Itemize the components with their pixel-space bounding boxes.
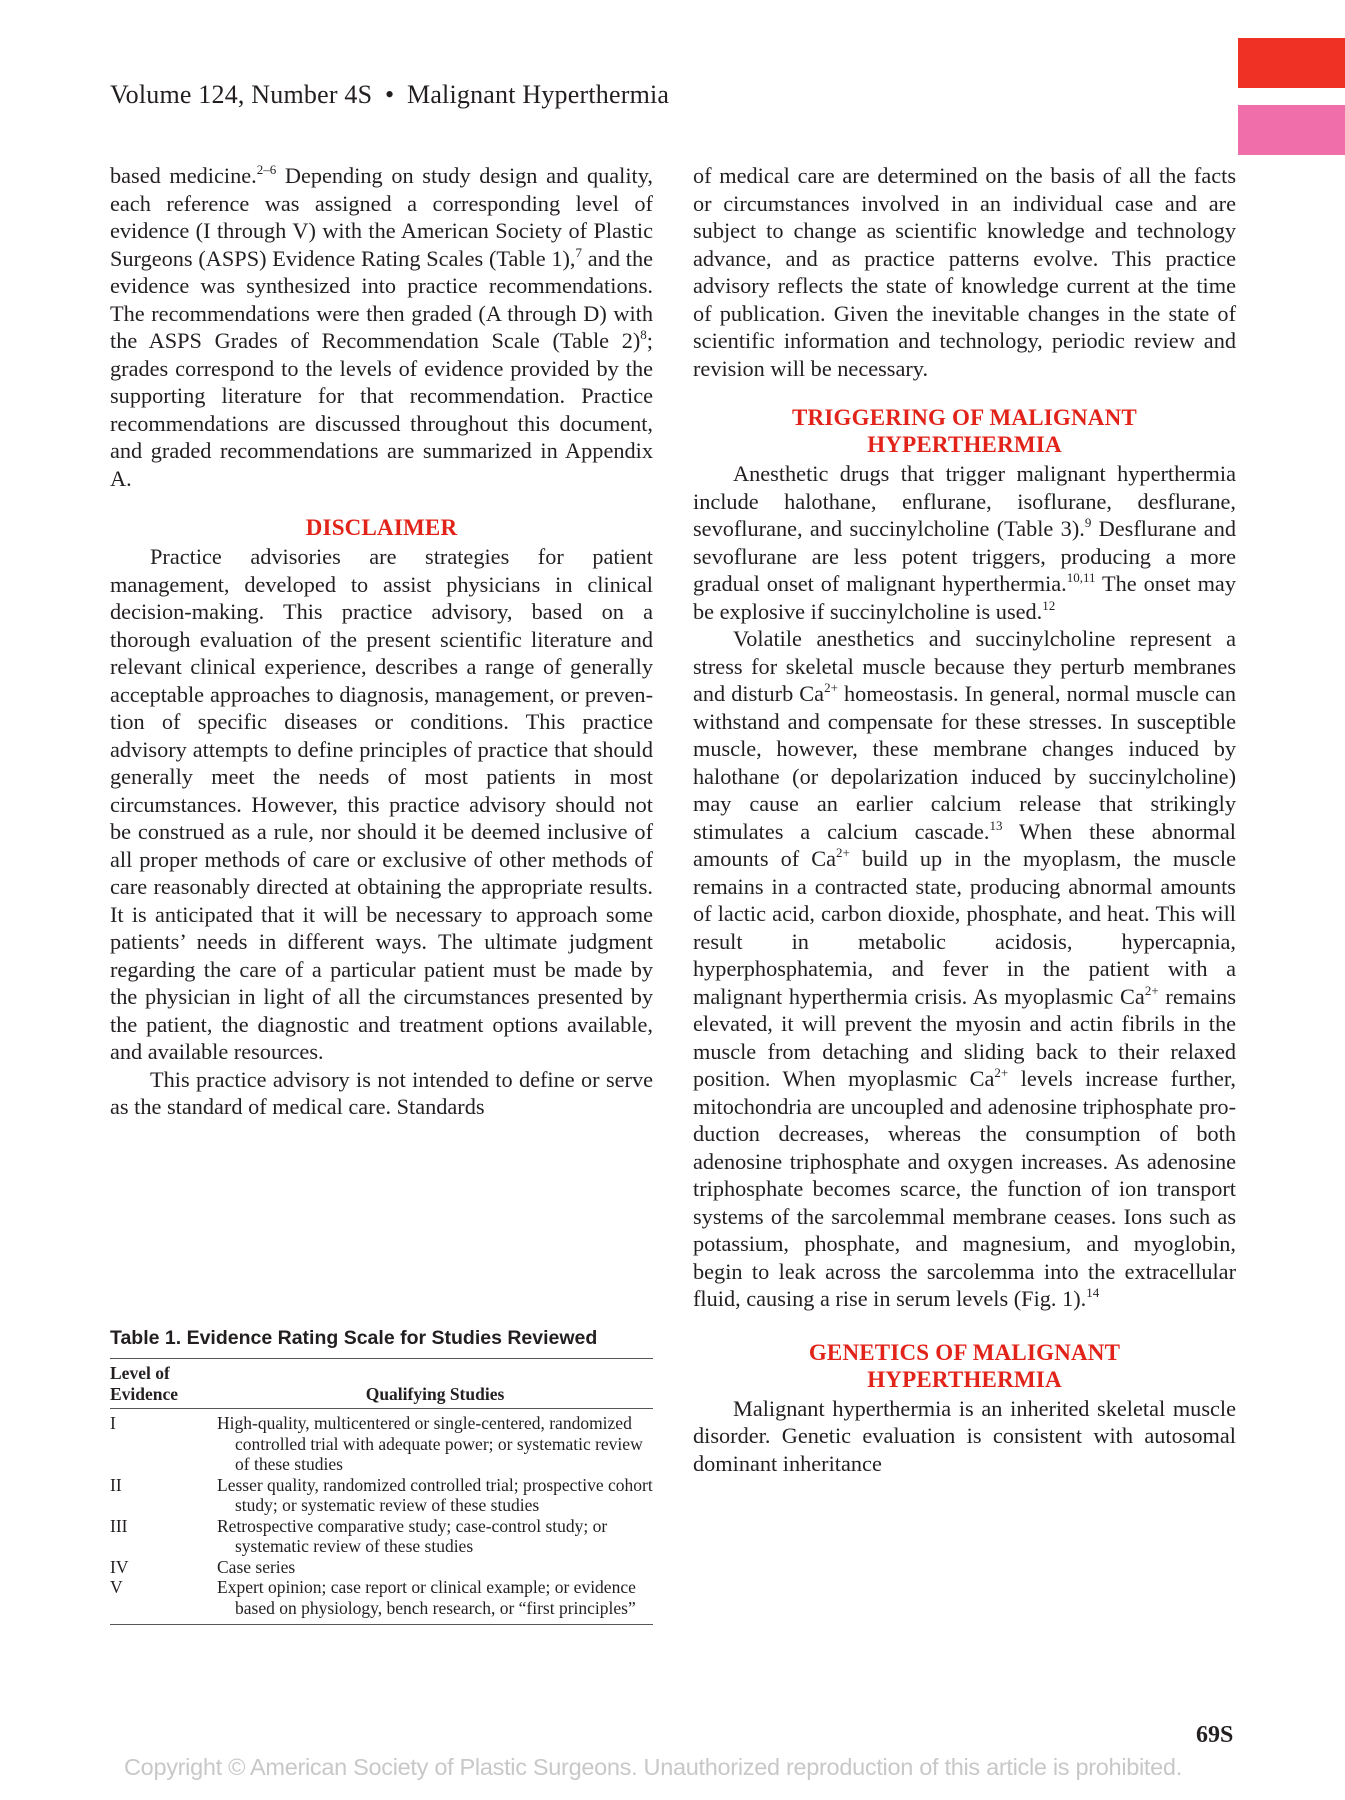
ion-charge: 2+ bbox=[836, 845, 850, 860]
right-column bbox=[693, 162, 1236, 1477]
section-tab-pink bbox=[1238, 105, 1345, 155]
ion-charge: 2+ bbox=[1144, 982, 1159, 998]
section-heading-genetics: GENETICS OF MALIGNANT HYPERTHERMIA bbox=[808, 1339, 1121, 1392]
table-header-row bbox=[110, 1359, 653, 1409]
paragraph-disclaimer-2: This practice advisory is not intended to define or serve as the standard of medical care. Standards bbox=[110, 1066, 653, 1119]
journal-volume: Volume 124, Number 4S bbox=[110, 80, 373, 109]
column-header-level: Level of Evidence bbox=[110, 1363, 179, 1404]
evidence-level: V bbox=[110, 1577, 123, 1597]
bullet-separator: • bbox=[384, 80, 395, 109]
citation: 8 bbox=[640, 327, 647, 342]
evidence-level: II bbox=[110, 1474, 122, 1495]
table-title: Table 1. Evidence Rating Scale for Studies Reviewed bbox=[110, 1327, 598, 1349]
table-1 bbox=[110, 1327, 653, 1625]
section-heading-triggering: TRIGGERING OF MALIGNANT HYPERTHERMIA bbox=[792, 405, 1137, 457]
citation: 12 bbox=[1042, 597, 1056, 613]
citation: 14 bbox=[1086, 1285, 1100, 1300]
citation: 13 bbox=[989, 817, 1003, 833]
citation: 9 bbox=[1084, 515, 1092, 530]
paragraph-triggering-2: Volatile anesthetics and succinylcholine represent a stress for skeletal muscle because they perturb membranes and disturb $Ca^{2+}$ homeostasis. In general, normal muscle can withstand and compensate for these stresses. In susceptible muscle, however, these membrane changes induced by halothane (or depolarization induced by succinylcholine) may cause an earlier calcium release that strikingly stimulates a calcium cascade.$^{13}$ When these abnormal amounts of $Ca^{2+}$ build up in the myoplasm, the muscle remains in a contracted state, producing abnormal amounts of lactic acid, carbon dioxide, phosphate, and heat. This will result in metabolic acidosis, hypercapnia, hyperphosphatemia, and fever in the patient with a malignant hyperthermia crisis. As myoplasmic $Ca^{2+}$ remains elevated, it will prevent the myosin and actin fibrils in the muscle from detaching and sliding back to their relaxed position. When myoplasmic $Ca^{2+}$ levels increase further, mitochondria are uncoupled and adenosine triphosphate production decreases, whereas the consumption of both adenosine triphosphate and oxygen increases. As adenosine triphosphate becomes scarce, the function of ion transport systems of the sarcolemmal membrane ceases. Ions such as potassium, phosphate, and magnesium, and myoglobin, begin to leak across the sarcolemma into the extracellular fluid, causing a rise in serum levels (Fig. 1).$^{14}$ bbox=[693, 626, 1237, 1311]
page-number: 69S bbox=[1196, 1722, 1234, 1748]
paragraph-disclaimer-continued: of medical care are determined on the basis of all the facts or circumstances involved in an individual case and are subject to change as scientific knowledge and technology advance, and as practice patterns evolve. This practice advisory reflects the state of knowledge current at the time of publication. Given the inevitable changes in the state of scientific information and technology, periodic review and revision will be necessary. bbox=[693, 163, 1236, 381]
column-header-studies: Qualifying Studies bbox=[365, 1383, 505, 1404]
qualifying-studies: Retrospective comparative study; case-control study; or systematic review of these studies bbox=[217, 1515, 608, 1556]
paragraph-disclaimer-1: Practice advisories are strategies for patient management, developed to assist physicians in clinical decision-making. This practice advisory, based on a thorough evaluation of the present scientific literature and relevant clinical experience, describes a range of generally acceptable approaches to diagnosis, management, or prevention of specific diseases or conditions. This practice advisory attempts to define principles of practice that should generally meet the needs of most patients in most circumstances. However, this practice advisory should not be construed as a rule, nor should it be deemed inclusive of all proper methods of care or exclusive of other methods of care reasonably directed at obtaining the appropriate results. It is anticipated that it will be necessary to approach some patients’ needs in different ways. The ultimate judgment regarding the care of a particular patient must be made by the physician in light of all the circumstances presented by the patient, the diagnostic and treatment options available, and available resources. bbox=[110, 544, 653, 1064]
paragraph-methods: based medicine.$^{2-6}$ Depending on study design and quality, each reference was assigned a corresponding level of evidence (I through V) with the American Society of Plastic Surgeons (ASPS) Evidence Rating Scales (Table 1),$^7$ and the evidence was synthesized into practice recommendations. The recommendations were then graded (A through D) with the ASPS Grades of Recommendation Scale (Table 2)$^8$; grades correspond to the levels of evidence provided by the supporting literature for that recommendation. Practice recommendations are discussed throughout this document, and graded recommendations are summarized in Appendix A. bbox=[110, 162, 653, 491]
evidence-level: III bbox=[110, 1515, 128, 1536]
citation: 10,11 bbox=[1066, 570, 1096, 585]
evidence-level: I bbox=[110, 1413, 116, 1433]
table-row bbox=[110, 1516, 653, 1557]
ion-charge: 2+ bbox=[824, 680, 838, 695]
table-row bbox=[110, 1557, 653, 1578]
section-heading-disclaimer: DISCLAIMER bbox=[305, 515, 458, 540]
paragraph-genetics-1: Malignant hyperthermia is an inherited skeletal muscle disorder. Genetic evaluation is consistent with autosomal dominant inheritance bbox=[693, 1395, 1236, 1476]
running-head bbox=[110, 80, 669, 110]
article-topic: Malignant Hyperthermia bbox=[407, 80, 670, 109]
table-row bbox=[110, 1577, 653, 1625]
paragraph-triggering-1: Anesthetic drugs that trigger malignant hyperthermia include halothane, enflurane, isoflurane, desflurane, sevoflurane, and succinylcholine (Table 3).$^9$ Desflurane and sevoflurane are less potent triggers, producing a more gradual onset of malignant hyperthermia.$^{10,11}$ The onset may be explosive if succinylcholine is used.$^{12}$ bbox=[693, 461, 1237, 624]
evidence-rating-table bbox=[110, 1358, 653, 1625]
citation: 2–6 bbox=[256, 162, 277, 177]
copyright-notice: Copyright © American Society of Plastic Surgeons. Unauthorized reproduction of this article is prohibited. bbox=[124, 1754, 1182, 1780]
qualifying-studies: Expert opinion; case report or clinical example; or evidence based on physiology, bench research, or “first principles” bbox=[217, 1577, 636, 1618]
table-row bbox=[110, 1475, 653, 1516]
evidence-level: IV bbox=[110, 1556, 129, 1577]
qualifying-studies: Lesser quality, randomized controlled trial; prospective cohort study; or systematic review of these studies bbox=[217, 1474, 653, 1515]
left-column bbox=[110, 162, 653, 1121]
citation: 7 bbox=[575, 244, 583, 260]
section-tab-red bbox=[1238, 38, 1345, 88]
qualifying-studies: Case series bbox=[217, 1556, 296, 1577]
table-row bbox=[110, 1409, 653, 1475]
ion-charge: 2+ bbox=[994, 1065, 1009, 1080]
qualifying-studies: High-quality, multicentered or single-centered, randomized controlled trial with adequate power; or systematic review of these studies bbox=[217, 1413, 643, 1474]
